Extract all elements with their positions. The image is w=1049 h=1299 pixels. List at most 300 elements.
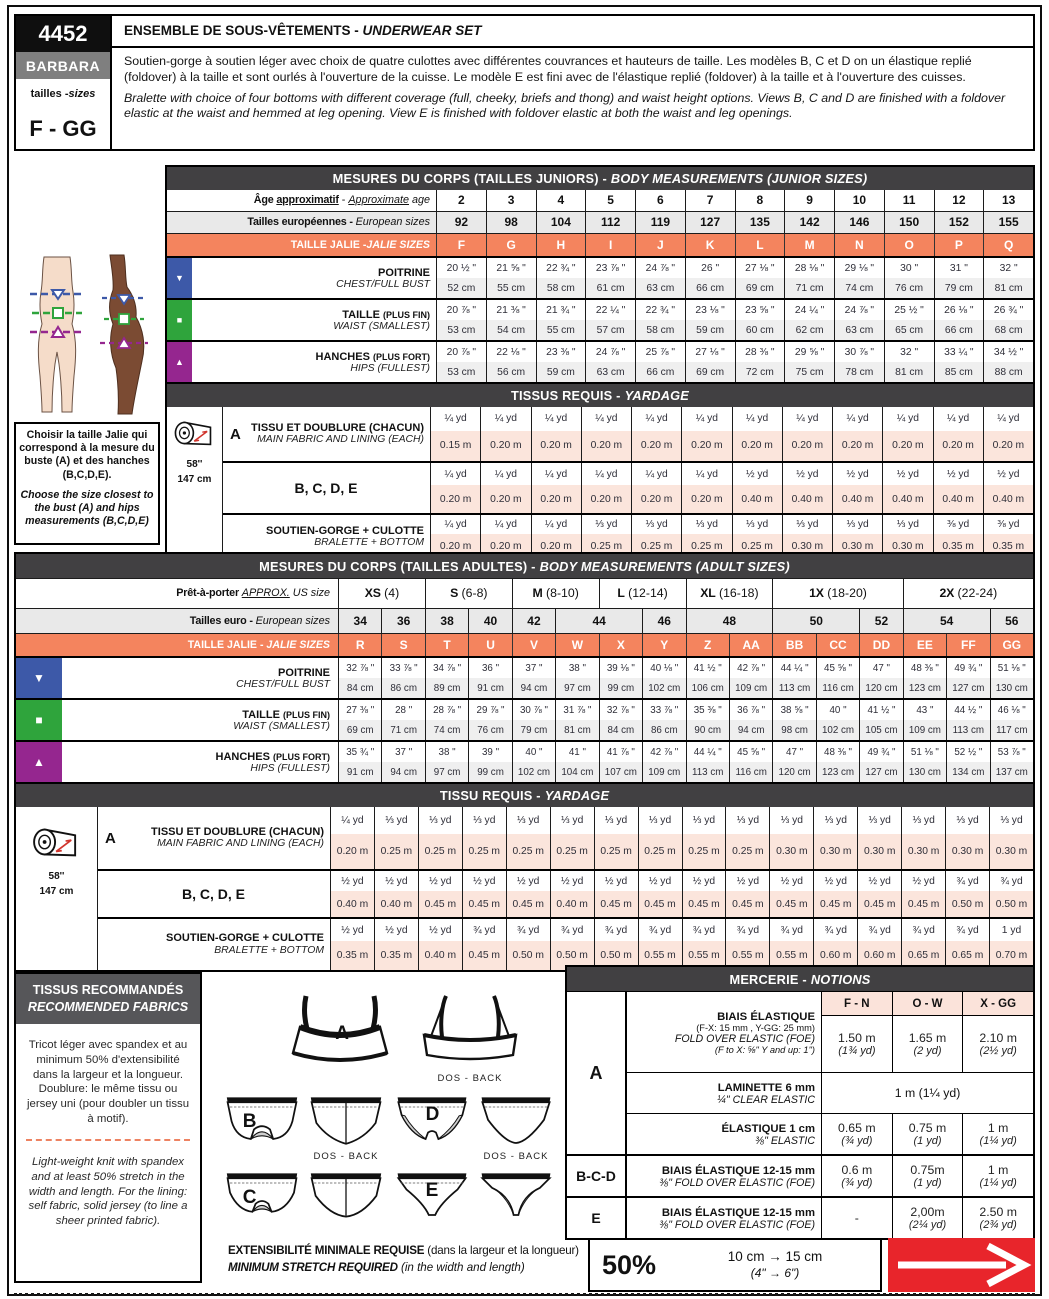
adult-hips-cell: 35 ¾ " 91 cm [338, 742, 381, 782]
adult-yardage-cell: ¼ yd 0.20 m [330, 807, 374, 869]
adult-yardage-cell: ⅓ yd 0.25 m [682, 807, 726, 869]
adult-yardage-cell: ⅓ yd 0.30 m [901, 807, 945, 869]
junior-chest-cell: 26 " 66 cm [685, 258, 735, 298]
junior-age-value: 7 [685, 190, 735, 211]
adult-chest-cell: 47 " 120 cm [859, 658, 902, 698]
adult-waist-cell: 44 ½ " 113 cm [946, 700, 989, 740]
view-b-back-drawing [306, 1087, 386, 1151]
adult-yardage-cell: ½ yd 0.40 m [374, 871, 418, 917]
adult-euro-size: 38 [425, 609, 468, 633]
adult-yardage-cell: ½ yd 0.40 m [418, 919, 462, 970]
adult-yardage-cell: ¾ yd 0.45 m [462, 919, 506, 970]
adult-chest-cell: 41 ½ " 106 cm [686, 658, 729, 698]
adult-yardage-cell: ½ yd 0.45 m [594, 871, 638, 917]
minimum-stretch-note: EXTENSIBILITÉ MINIMALE REQUISE (dans la largeur et la longueur) MINIMUM STRETCH REQUIRED (in the width and length) [228, 1244, 579, 1274]
junior-euro-size: 112 [585, 212, 635, 233]
notions-view-a-label: A [567, 992, 627, 1154]
adult-jalie-size: GG [990, 634, 1033, 656]
adult-jalie-size: S [381, 634, 424, 656]
junior-yardage-cell: ½ yd 0.40 m [983, 463, 1033, 513]
adult-chest-cell: 39 ⅛ " 99 cm [599, 658, 642, 698]
junior-chest-cell: 28 ⅛ " 71 cm [784, 258, 834, 298]
chest-marker-icon: ▼ [167, 258, 192, 298]
junior-yardage-cell: ⅓ yd 0.30 m [832, 515, 882, 559]
junior-yardage-cell: ⅓ yd 0.30 m [882, 515, 932, 559]
junior-hips-row: ▲ HANCHES (PLUS FORT) HIPS (FULLEST) 20 ⅞ " 53 cm 22 ⅛ " 56 cm 23 ⅜ " 59 cm 24 ⅞ " 63 cm 25 ⅞ " 66 cm 27 ⅛ " 69 cm 28 ⅜ " 72 cm 29 ⅝ " 75 cm 30 ⅞ " 78 cm 32 " 81 cm 33 ¼ " 85 cm 34 ½ " 88 cm [167, 340, 1033, 382]
adult-hips-cell: 38 " 97 cm [425, 742, 468, 782]
junior-waist-cell: 22 ¾ " 58 cm [635, 300, 685, 340]
adult-yardage-cell: ⅓ yd 0.30 m [857, 807, 901, 869]
adult-jalie-size: T [425, 634, 468, 656]
dashed-divider [26, 1139, 190, 1141]
adult-yardage-cell: ¾ yd 0.65 m [945, 919, 989, 970]
junior-hips-cell: 30 ⅞ " 78 cm [834, 342, 884, 382]
view-a-back-drawing [410, 993, 530, 1073]
view-b-back-caption: DOS - BACK [313, 1151, 379, 1162]
adult-waist-cell: 35 ⅜ " 90 cm [686, 700, 729, 740]
adult-yardage-cell: ⅓ yd 0.25 m [418, 807, 462, 869]
junior-age-value: 11 [884, 190, 934, 211]
junior-yardage-cell: ⅓ yd 0.25 m [581, 515, 631, 559]
adult-yardage-cell: ⅓ yd 0.25 m [638, 807, 682, 869]
notions-table [565, 965, 1035, 1240]
adult-hips-row: ▲ HANCHES (PLUS FORT) HIPS (FULLEST) 35 ¾ " 91 cm 37 " 94 cm 38 " 97 cm 39 " 99 cm 40 " 102 cm 41 " 104 cm 41 ⅞ " 107 cm 42 ⅞ " 109 cm 44 ¼ " 113 cm 45 ⅝ " 116 cm 47 " 120 cm 48 ⅜ " 123 cm 49 ¾ " 127 cm 51 ⅛ " 130 cm 52 ½ " 134 cm 53 ⅞ " 137 cm [16, 740, 1033, 782]
junior-age-value: 12 [934, 190, 984, 211]
junior-yardage-cell: ½ yd 0.40 m [933, 463, 983, 513]
adult-yardage-cell: ⅓ yd 0.25 m [725, 807, 769, 869]
notions-elastic-row: ÉLASTIQUE 1 cm ⅜" ELASTIC 0.65 m (¾ yd) 0.75 m (1 yd) 1 m (1¼ yd) [627, 1113, 1033, 1154]
adult-yardage-cell: ½ yd 0.45 m [506, 871, 550, 917]
junior-euro-size: 142 [784, 212, 834, 233]
junior-table-title: MESURES DU CORPS (TAILLES JUNIORS) - BODY MEASUREMENTS (JUNIOR SIZES) [167, 167, 1033, 190]
junior-euro-size: 92 [436, 212, 486, 233]
junior-hips-cell: 28 ⅜ " 72 cm [735, 342, 785, 382]
adult-euro-size: 48 [686, 609, 773, 633]
junior-euro-values [436, 212, 1033, 233]
adult-euro-size: 50 [772, 609, 859, 633]
adult-hips-cell: 41 ⅞ " 107 cm [599, 742, 642, 782]
junior-hips-cell: 34 ½ " 88 cm [983, 342, 1033, 382]
junior-hips-cell: 33 ¼ " 85 cm [934, 342, 984, 382]
view-d-back-drawing [476, 1087, 556, 1151]
view-b-front-drawing: B [222, 1087, 302, 1151]
junior-euro-size: 104 [536, 212, 586, 233]
junior-chest-cell: 20 ½ " 52 cm [436, 258, 486, 298]
size-range: F - GG [29, 116, 97, 141]
junior-waist-cell: 25 ½ " 65 cm [884, 300, 934, 340]
adult-yardage-cell: ¾ yd 0.50 m [594, 919, 638, 970]
adult-hips-cell: 39 " 99 cm [468, 742, 511, 782]
adult-waist-cell: 27 ⅜ " 69 cm [338, 700, 381, 740]
adult-chest-cell: 44 ¼ " 113 cm [772, 658, 815, 698]
adult-hips-cell: 45 ⅝ " 116 cm [729, 742, 772, 782]
junior-yardage-cell: ¼ yd 0.20 m [430, 463, 480, 513]
adult-hips-cell: 42 ⅞ " 109 cm [642, 742, 685, 782]
adult-chest-cell: 38 " 97 cm [555, 658, 598, 698]
junior-yardage-cell: ¼ yd 0.20 m [782, 407, 832, 461]
junior-jalie-sizes [436, 234, 1033, 256]
junior-yardage-cell: ⅓ yd 0.30 m [782, 515, 832, 559]
adult-us-size: M (8-10) [512, 579, 599, 608]
junior-jalie-size: H [536, 234, 586, 256]
junior-yardage-cell: ⅓ yd 0.25 m [681, 515, 731, 559]
adult-jalie-size: V [512, 634, 555, 656]
junior-euro-size: 98 [486, 212, 536, 233]
junior-yardage-row-bcde: B, C, D, E ¼ yd 0.20 m ¼ yd 0.20 m ¼ yd 0.20 m ¼ yd 0.20 m ¼ yd 0.20 m ¼ yd 0.20 m ½ yd 0.40 m ½ yd 0.40 m ½ yd 0.40 m ½ yd 0.40 m ½ yd 0.40 m ½ yd 0.40 m [222, 461, 1033, 513]
junior-jalie-size: G [486, 234, 536, 256]
adult-yardage-cell: ¾ yd 0.55 m [725, 919, 769, 970]
adult-hips-cell: 51 ⅛ " 130 cm [903, 742, 946, 782]
junior-chest-cell: 21 ⅝ " 55 cm [486, 258, 536, 298]
fabrics-text-fr: Tricot léger avec spandex et au minimum 50% d'extensibilité dans la largeur et la longueur. Doublure: le même tissu ou jersey uni (pour doubler un tissu à motif). [26, 1039, 190, 1126]
stretch-direction-box [888, 1238, 1035, 1292]
junior-yardage-cell: ½ yd 0.40 m [832, 463, 882, 513]
junior-yardage-cell: ¼ yd 0.20 m [832, 407, 882, 461]
hips-marker-icon: ▲ [16, 742, 62, 782]
adult-chest-cell: 49 ¾ " 127 cm [946, 658, 989, 698]
junior-hips-cell: 27 ⅛ " 69 cm [685, 342, 735, 382]
adult-yardage-row-a: A TISSU ET DOUBLURE (CHACUN) MAIN FABRIC AND LINING (EACH) ¼ yd 0.20 m ⅓ yd 0.25 m ⅓ yd 0.25 m ⅓ yd 0.25 m ⅓ yd 0.25 m ⅓ yd 0.25 m ⅓ yd 0.25 m ⅓ yd 0.25 m ⅓ yd 0.25 m ⅓ yd 0.25 m ⅓ yd 0.30 m ⅓ yd 0.30 m ⅓ yd 0.30 m ⅓ yd 0.30 m ⅓ yd 0.30 m ⅓ yd 0.30 m [97, 807, 1033, 869]
fabric-roll-icon [173, 415, 217, 451]
adult-yardage-cell: ¾ yd 0.50 m [506, 919, 550, 970]
junior-yardage-cell: ¼ yd 0.20 m [732, 407, 782, 461]
adult-table-title: MESURES DU CORPS (TAILLES ADULTES) - BODY MEASUREMENTS (ADULT SIZES) [16, 554, 1033, 578]
adult-us-size: XS (4) [338, 579, 425, 608]
stretch-arrow-icon [888, 1238, 1035, 1292]
adult-chest-cell: 40 ⅛ " 102 cm [642, 658, 685, 698]
junior-euro-size: 152 [934, 212, 984, 233]
adult-yardage-cell: ⅓ yd 0.25 m [550, 807, 594, 869]
adult-jalie-size: U [468, 634, 511, 656]
fabric-width-cm: 147 cm [177, 474, 212, 485]
garment-views-illustration [214, 985, 564, 1233]
junior-age-value: 6 [635, 190, 685, 211]
junior-yardage-cell: ¼ yd 0.20 m [480, 515, 530, 559]
adult-hips-cell: 44 ¼ " 113 cm [686, 742, 729, 782]
fabric-width-cell [16, 807, 98, 970]
adult-chest-cell: 32 ⅞ " 84 cm [338, 658, 381, 698]
adult-yardage-cell: ½ yd 0.40 m [330, 871, 374, 917]
junior-yardage-cell: ¼ yd 0.20 m [581, 407, 631, 461]
junior-jalie-size: I [585, 234, 635, 256]
adult-euro-size: 52 [859, 609, 902, 633]
adult-yardage-cell: ⅓ yd 0.30 m [813, 807, 857, 869]
dotted-divider [14, 1293, 1035, 1296]
junior-yardage-row-a: A TISSU ET DOUBLURE (CHACUN) MAIN FABRIC AND LINING (EACH) ¼ yd 0.15 m ¼ yd 0.20 m ¼ yd 0.20 m ¼ yd 0.20 m ¼ yd 0.20 m ¼ yd 0.20 m ¼ yd 0.20 m ¼ yd 0.20 m ¼ yd 0.20 m ¼ yd 0.20 m ¼ yd 0.20 m ¼ yd 0.20 m [222, 407, 1033, 461]
adult-waist-cell: 29 ⅞ " 76 cm [468, 700, 511, 740]
adult-chest-cell: 37 " 94 cm [512, 658, 555, 698]
notions-clear-elastic-row: LAMINETTE 6 mm ¼" CLEAR ELASTIC 1 m (1¼ yd) [627, 1072, 1033, 1113]
fabric-width-inches: 58'' [186, 459, 203, 470]
adult-yardage-cell: ⅓ yd 0.25 m [506, 807, 550, 869]
adult-waist-cell: 36 ⅞ " 94 cm [729, 700, 772, 740]
junior-waist-cell: 23 ⅛ " 59 cm [685, 300, 735, 340]
adult-yardage-cell: ½ yd 0.45 m [418, 871, 462, 917]
adult-chest-cell: 45 ⅝ " 116 cm [816, 658, 859, 698]
junior-age-row [167, 190, 1033, 211]
adult-jalie-size: EE [903, 634, 946, 656]
adult-chest-row: ▼ POITRINE CHEST/FULL BUST 32 ⅞ " 84 cm 33 ⅞ " 86 cm 34 ⅞ " 89 cm 36 " 91 cm 37 " 94 cm 38 " 97 cm 39 ⅛ " 99 cm 40 ⅛ " 102 cm 41 ½ " 106 cm 42 ⅞ " 109 cm 44 ¼ " 113 cm 45 ⅝ " 116 cm 47 " 120 cm 48 ⅜ " 123 cm 49 ¾ " 127 cm 51 ⅛ " 130 cm [16, 656, 1033, 698]
junior-waist-cell: 21 ⅜ " 54 cm [486, 300, 536, 340]
body-measurement-diagram [14, 253, 160, 420]
view-c-front-drawing: C [222, 1163, 302, 1227]
adult-waist-cell: 30 ⅞ " 79 cm [512, 700, 555, 740]
size-selection-note-en: Choose the size closest to the bust (A) and hips measurements (B,C,D,E) [20, 488, 154, 528]
junior-yardage-cell: ½ yd 0.40 m [732, 463, 782, 513]
stretch-percentage-box [588, 1238, 882, 1292]
notions-foe-row: BIAIS ÉLASTIQUE (F-X: 15 mm , Y-GG: 25 mm) FOLD OVER ELASTIC (FOE) (F to X: ⅝" Y and up: 1") F - N 1.50 m (1¾ yd) O - W 1.65 m (2 yd) X - GG 2.10 m (2½ yd) [627, 992, 1033, 1072]
adult-us-size: S (6-8) [425, 579, 512, 608]
adult-euro-size: 54 [903, 609, 990, 633]
adult-yardage-cell: ⅓ yd 0.25 m [374, 807, 418, 869]
junior-waist-cell: 22 ¼ " 57 cm [585, 300, 635, 340]
recommended-fabrics-box [14, 972, 202, 1283]
adult-yardage-cell: ¾ yd 0.55 m [638, 919, 682, 970]
adult-waist-row: ■ TAILLE (PLUS FIN) WAIST (SMALLEST) 27 ⅜ " 69 cm 28 " 71 cm 28 ⅞ " 74 cm 29 ⅞ " 76 cm 30 ⅞ " 79 cm 31 ⅞ " 81 cm 32 ⅞ " 84 cm 33 ⅞ " 86 cm 35 ⅜ " 90 cm 36 ⅞ " 94 cm 38 ⅝ " 98 cm 40 " 102 cm 41 ½ " 105 cm 43 " 109 cm 44 ½ " 113 cm 46 ⅛ " 117 cm [16, 698, 1033, 740]
notions-size-col-3: X - GG [963, 992, 1033, 1016]
junior-waist-cell: 26 ¾ " 68 cm [983, 300, 1033, 340]
adult-hips-cell: 37 " 94 cm [381, 742, 424, 782]
junior-yardage-cell: ¼ yd 0.20 m [430, 515, 480, 559]
adult-yardage-cell: ¾ yd 0.60 m [813, 919, 857, 970]
stretch-percentage: 50% [602, 1249, 657, 1280]
junior-age-value: 9 [784, 190, 834, 211]
adult-chest-cell: 33 ⅞ " 86 cm [381, 658, 424, 698]
adult-waist-cell: 46 ⅛ " 117 cm [990, 700, 1033, 740]
fabric-roll-icon [31, 821, 83, 863]
adult-hips-cell: 52 ½ " 134 cm [946, 742, 989, 782]
junior-jalie-row [167, 233, 1033, 256]
adult-hips-cell: 53 ⅞ " 137 cm [990, 742, 1033, 782]
junior-yardage-cell: ¼ yd 0.20 m [681, 463, 731, 513]
adult-jalie-size: CC [816, 634, 859, 656]
adult-us-size: 1X (18-20) [772, 579, 902, 608]
junior-euro-label: Tailles européennes - European sizes [247, 216, 430, 228]
adult-waist-cell: 31 ⅞ " 81 cm [555, 700, 598, 740]
adult-chest-cell: 51 ⅛ " 130 cm [990, 658, 1033, 698]
junior-yardage-title: TISSUS REQUIS - YARDAGE [167, 382, 1033, 407]
adult-jalie-size: Z [686, 634, 729, 656]
adult-waist-cell: 28 " 71 cm [381, 700, 424, 740]
junior-yardage-table [167, 407, 1033, 559]
adult-yardage-cell: 1 yd 0.70 m [989, 919, 1033, 970]
description-text [112, 48, 1033, 122]
junior-age-label: Âge approximatif - Approximate age [253, 194, 430, 206]
adult-chest-cell: 34 ⅞ " 89 cm [425, 658, 468, 698]
adult-jalie-size: BB [772, 634, 815, 656]
adult-jalie-size: Y [642, 634, 685, 656]
adult-yardage-cell: ½ yd 0.45 m [462, 871, 506, 917]
junior-yardage-cell: ¼ yd 0.20 m [581, 463, 631, 513]
junior-age-value: 8 [735, 190, 785, 211]
junior-yardage-cell: ¼ yd 0.20 m [631, 463, 681, 513]
view-a-back-caption: DOS - BACK [437, 1073, 503, 1084]
junior-waist-cell: 24 ¼ " 62 cm [784, 300, 834, 340]
adult-jalie-size: X [599, 634, 642, 656]
view-d-front-drawing: D [392, 1087, 472, 1151]
junior-euro-row [167, 211, 1033, 233]
junior-age-value: 4 [536, 190, 586, 211]
notions-views-bcd-label: B-C-D [567, 1156, 627, 1196]
junior-yardage-cell: ¼ yd 0.20 m [480, 407, 530, 461]
notions-size-col-1: F - N [822, 992, 892, 1016]
adult-chest-cell: 36 " 91 cm [468, 658, 511, 698]
adult-euro-size: 36 [381, 609, 424, 633]
junior-jalie-size: O [884, 234, 934, 256]
stretch-range-inches: (4" → 6") [750, 1265, 800, 1280]
junior-jalie-size: N [834, 234, 884, 256]
chest-marker-icon: ▼ [16, 658, 62, 698]
pattern-name: BARBARA [16, 52, 110, 79]
adult-hips-cell: 48 ⅜ " 123 cm [816, 742, 859, 782]
junior-yardage-cell: ⅓ yd 0.25 m [732, 515, 782, 559]
adult-yardage-row-set: SOUTIEN-GORGE + CULOTTE BRALETTE + BOTTOM ½ yd 0.35 m ½ yd 0.35 m ½ yd 0.40 m ¾ yd 0.45 m ¾ yd 0.50 m ¾ yd 0.50 m ¾ yd 0.50 m ¾ yd 0.55 m ¾ yd 0.55 m ¾ yd 0.55 m ¾ yd 0.55 m ¾ yd 0.60 m ¾ yd 0.60 m ¾ yd 0.65 m ¾ yd 0.65 m 1 yd 0.70 m [97, 917, 1033, 970]
junior-chest-cell: 31 " 79 cm [934, 258, 984, 298]
adult-us-label: Prêt-à-porter APPROX. US size [176, 587, 330, 599]
view-e-back-drawing [476, 1163, 556, 1227]
adult-waist-cell: 33 ⅞ " 86 cm [642, 700, 685, 740]
adult-jalie-label: TAILLE JALIE - JALIE SIZES [187, 639, 330, 651]
adult-us-row [16, 578, 1033, 608]
adult-yardage-cell: ¾ yd 0.50 m [989, 871, 1033, 917]
adult-euro-size: 56 [990, 609, 1033, 633]
junior-yardage-cell: ¼ yd 0.20 m [933, 407, 983, 461]
junior-waist-cell: 21 ¾ " 55 cm [536, 300, 586, 340]
junior-hips-cell: 22 ⅛ " 56 cm [486, 342, 536, 382]
junior-chest-cell: 27 ⅛ " 69 cm [735, 258, 785, 298]
junior-yardage-cell: ¼ yd 0.20 m [681, 407, 731, 461]
adult-yardage-cell: ¾ yd 0.65 m [901, 919, 945, 970]
adult-us-size: 2X (22-24) [903, 579, 1033, 608]
adult-waist-cell: 28 ⅞ " 74 cm [425, 700, 468, 740]
description-fr: Soutien-gorge à soutien léger avec choix de quatre culottes avec différentes couvrances et hauteurs de taille. Les modèles B, C et D on un élastique replié (foldover) à la taille et sont ourlés à l'ouverture de la cuisse. Le modèle E est fini avec de l'élastique replié (foldover) à la taille et à l'ouverture des cuisses. [124, 54, 972, 84]
sizes-label: tailles - sizes [30, 88, 96, 100]
junior-chest-cell: 24 ⅞ " 63 cm [635, 258, 685, 298]
view-c-back-drawing [306, 1163, 386, 1227]
adult-us-size: L (12-14) [599, 579, 686, 608]
junior-age-value: 13 [983, 190, 1033, 211]
adult-yardage-row-bcde: B, C, D, E ½ yd 0.40 m ½ yd 0.40 m ½ yd 0.45 m ½ yd 0.45 m ½ yd 0.45 m ½ yd 0.40 m ½ yd 0.45 m ½ yd 0.45 m ½ yd 0.45 m ½ yd 0.45 m ½ yd 0.45 m ½ yd 0.45 m ½ yd 0.45 m ½ yd 0.45 m ¾ yd 0.50 m ¾ yd 0.50 m [97, 869, 1033, 917]
adult-euro-size: 34 [338, 609, 381, 633]
adult-hips-cell: 40 " 102 cm [512, 742, 555, 782]
junior-hips-cell: 24 ⅞ " 63 cm [585, 342, 635, 382]
notions-row-a [567, 991, 1033, 1154]
junior-euro-size: 155 [983, 212, 1033, 233]
fabrics-text-en: Light-weight knit with spandex and at least 50% stretch in the width and length. For the lining: self fabric, solid jersey (to line a sheer printed fabric). [28, 1155, 188, 1228]
pattern-header-box [14, 14, 112, 151]
adult-jalie-size: R [338, 634, 381, 656]
junior-jalie-size: Q [983, 234, 1033, 256]
adult-waist-cell: 40 " 102 cm [816, 700, 859, 740]
junior-jalie-size: J [635, 234, 685, 256]
description-en: Bralette with choice of four bottoms with different coverage (full, cheeky, briefs and thong) and waist height options. Views B, C and D are finished with a foldover elastic at the waist and hemmed at leg opening. View E is finished with foldover elastic at both the waist and leg openings. [124, 90, 1006, 121]
junior-euro-size: 135 [735, 212, 785, 233]
adult-waist-cell: 41 ½ " 105 cm [859, 700, 902, 740]
adult-euro-row [16, 608, 1033, 633]
notions-row-bcd: B-C-D BIAIS ÉLASTIQUE 12-15 mm ⅜" FOLD OVER ELASTIC (FOE) 0.6 m (¾ yd) 0.75m (1 yd) 1 m (1¼ yd) [567, 1154, 1033, 1196]
adult-yardage-cell: ½ yd 0.45 m [682, 871, 726, 917]
junior-chest-cell: 23 ⅞ " 61 cm [585, 258, 635, 298]
junior-yardage-cell: ¼ yd 0.20 m [631, 407, 681, 461]
adult-yardage-cell: ¾ yd 0.60 m [857, 919, 901, 970]
junior-jalie-size: F [436, 234, 486, 256]
junior-euro-size: 119 [635, 212, 685, 233]
adult-yardage-cell: ⅓ yd 0.30 m [945, 807, 989, 869]
adult-yardage-cell: ½ yd 0.40 m [550, 871, 594, 917]
notions-size-col-2: O - W [893, 992, 963, 1016]
description-box [110, 14, 1035, 151]
adult-size-table [14, 552, 1035, 972]
view-d-back-caption: DOS - BACK [483, 1151, 549, 1162]
adult-yardage-cell: ¾ yd 0.55 m [682, 919, 726, 970]
junior-yardage-cell: ¼ yd 0.15 m [430, 407, 480, 461]
junior-hips-cell: 23 ⅜ " 59 cm [536, 342, 586, 382]
junior-yardage-cell: ⅜ yd 0.35 m [933, 515, 983, 559]
junior-age-value: 5 [585, 190, 635, 211]
waist-marker-icon: ■ [167, 300, 192, 340]
junior-yardage-cell: ¼ yd 0.20 m [480, 463, 530, 513]
adult-yardage-cell: ½ yd 0.35 m [330, 919, 374, 970]
adult-euro-size: 44 [555, 609, 642, 633]
view-e-front-drawing: E [392, 1163, 472, 1227]
adult-yardage-cell: ½ yd 0.45 m [725, 871, 769, 917]
adult-yardage-cell: ⅓ yd 0.25 m [594, 807, 638, 869]
notions-title: MERCERIE - NOTIONS [567, 967, 1033, 991]
junior-yardage-cell: ¼ yd 0.20 m [983, 407, 1033, 461]
notions-clear-elastic-value: 1 m (1¼ yd) [821, 1073, 1033, 1113]
junior-yardage-cell: ½ yd 0.40 m [882, 463, 932, 513]
adult-yardage-cell: ½ yd 0.35 m [374, 919, 418, 970]
junior-euro-size: 150 [884, 212, 934, 233]
junior-waist-cell: 26 ⅛ " 66 cm [934, 300, 984, 340]
junior-chest-cell: 30 " 76 cm [884, 258, 934, 298]
junior-age-value: 3 [486, 190, 536, 211]
junior-age-value: 10 [834, 190, 884, 211]
junior-yardage-cell: ¼ yd 0.20 m [531, 407, 581, 461]
adult-chest-cell: 48 ⅜ " 123 cm [903, 658, 946, 698]
junior-yardage-cell: ½ yd 0.40 m [782, 463, 832, 513]
adult-yardage-cell: ½ yd 0.45 m [638, 871, 682, 917]
adult-yardage-cell: ¾ yd 0.50 m [550, 919, 594, 970]
adult-yardage-table [16, 807, 1033, 970]
adult-yardage-cell: ¾ yd 0.55 m [769, 919, 813, 970]
adult-jalie-size: DD [859, 634, 902, 656]
junior-euro-size: 146 [834, 212, 884, 233]
junior-age-values [436, 190, 1033, 211]
adult-yardage-cell: ⅓ yd 0.30 m [769, 807, 813, 869]
adult-waist-cell: 32 ⅞ " 84 cm [599, 700, 642, 740]
junior-chest-cell: 22 ¾ " 58 cm [536, 258, 586, 298]
adult-yardage-cell: ⅓ yd 0.30 m [989, 807, 1033, 869]
adult-jalie-size: FF [946, 634, 989, 656]
junior-hips-cell: 25 ⅞ " 66 cm [635, 342, 685, 382]
adult-hips-cell: 41 " 104 cm [555, 742, 598, 782]
adult-yardage-cell: ½ yd 0.45 m [769, 871, 813, 917]
junior-yardage-cell: ¼ yd 0.20 m [882, 407, 932, 461]
junior-age-value: 2 [436, 190, 486, 211]
adult-yardage-cell: ¾ yd 0.50 m [945, 871, 989, 917]
junior-euro-size: 127 [685, 212, 735, 233]
junior-jalie-size: P [934, 234, 984, 256]
body-silhouettes-illustration [14, 253, 160, 420]
waist-marker-icon: ■ [16, 700, 62, 740]
junior-hips-cell: 32 " 81 cm [884, 342, 934, 382]
size-selection-note-fr: Choisir la taille Jalie qui correspond à la mesure du buste (A) et des hanches (B,C,D,E). [19, 429, 155, 481]
junior-chest-cell: 29 ⅛ " 74 cm [834, 258, 884, 298]
fabric-width-cell [167, 407, 223, 559]
adult-waist-cell: 43 " 109 cm [903, 700, 946, 740]
junior-jalie-size: K [685, 234, 735, 256]
